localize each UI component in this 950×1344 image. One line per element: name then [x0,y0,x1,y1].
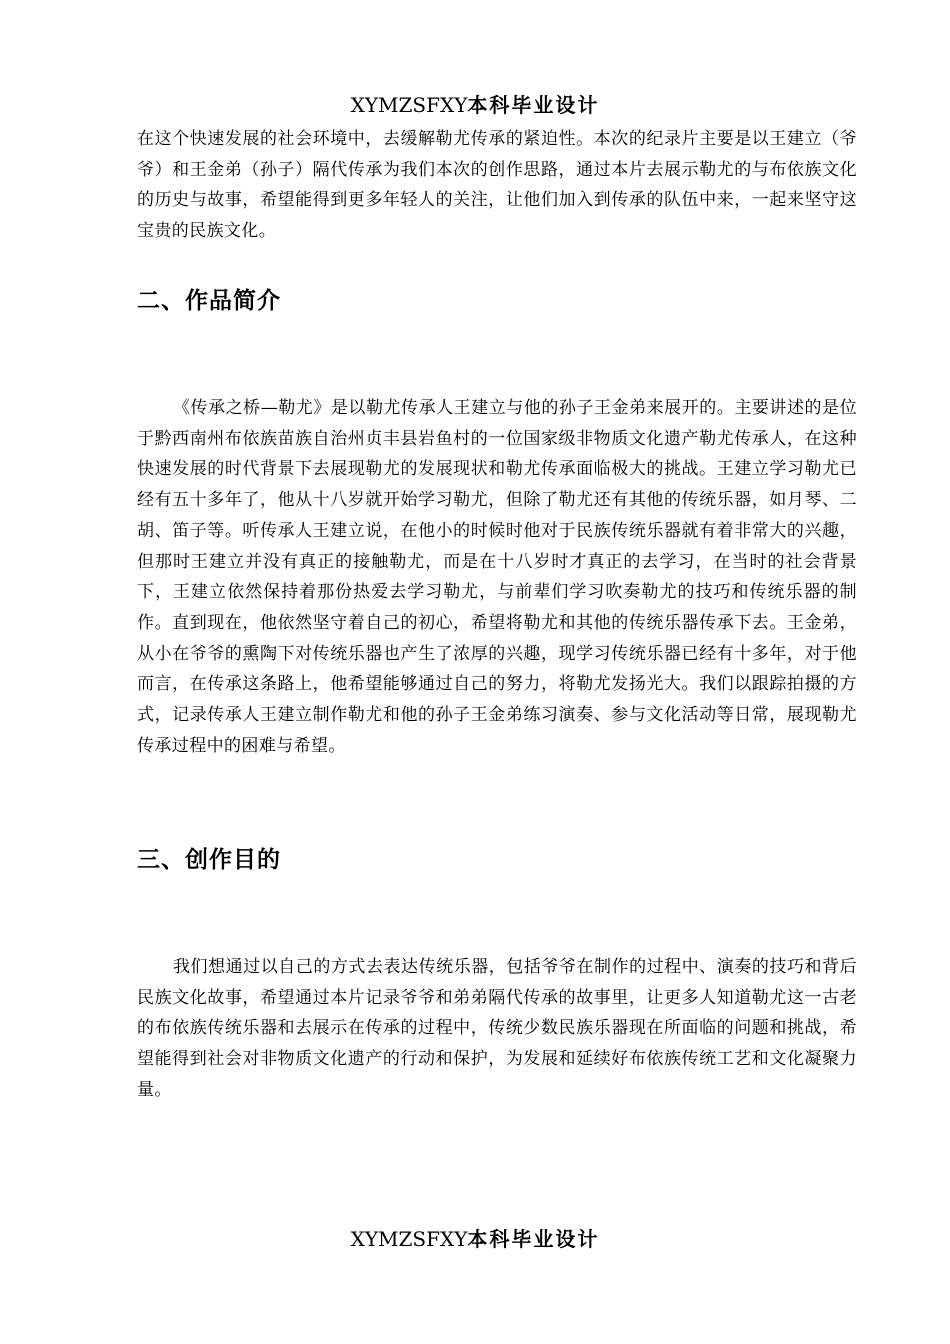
page-header [0,92,950,118]
header-school-code: XYMZSFXY [350,93,468,117]
paragraph-intro-continued: 在这个快速发展的社会环境中，去缓解勒尤传承的紧迫性。本次的纪录片主要是以王建立（爷爷）和王金弟（孙子）隔代传承为我们本次的创作思路，通过本片去展示勒尤的与布依族文化的历史与故事，希望能得到更多年轻人的关注，让他们加入到传承的队伍中来，一起来坚守这宝贵的民族文化。 [137,129,857,242]
section-body-purpose: 我们想通过以自己的方式去表达传统乐器，包括爷爷在制作的过程中、演奏的技巧和背后民族文化故事，希望通过本片记录爷爷和弟弟隔代传承的故事里，让更多人知道勒尤这一古老的布依族传统乐器和去展示在传承的过程中，传统少数民族乐器现在所面临的问题和挑战，希望能得到社会对非物质文化遗产的行动和保护，为发展和延续好布依族传统工艺和文化凝聚力量。 [137,957,857,1100]
footer-school-code: XYMZSFXY [350,1227,468,1251]
section-body-works-intro: 《传承之桥—勒尤》是以勒尤传承人王建立与他的孙子王金弟来展开的。主要讲述的是位于黔西南州布依族苗族自治州贞丰县岩鱼村的一位国家级非物质文化遗产勒尤传承人，在这种快速发展的时代背景下去展现勒尤的发展现状和勒尤传承面临极大的挑战。王建立学习勒尤已经有五十多年了，他从十八岁就开始学习勒尤，但除了勒尤还有其他的传统乐器，如月琴、二胡、笛子等。听传承人王建立说，在他小的时候时他对于民族传统乐器就有着非常大的兴趣，但那时王建立并没有真正的接触勒尤，而是在十八岁时才真正的去学习，在当时的社会背景下，王建立依然保持着那份热爱去学习勒尤，与前辈们学习吹奏勒尤的技巧和传统乐器的制作。直到现在，他依然坚守着自己的初心，希望将勒尤和其他的传统乐器传承下去。王金弟，从小在爷爷的熏陶下对传统乐器也产生了浓厚的兴趣，现学习传统乐器已经有十多年，对于他而言，在传承这条路上，他希望能够通过自己的努力，将勒尤发扬光大。我们以跟踪拍摄的方式，记录传承人王建立制作勒尤和他的孙子王金弟练习演奏、参与文化活动等日常，展现勒尤传承过程中的困难与希望。 [137,398,857,756]
header-title: 本科毕业设计 [467,93,600,117]
page-footer [0,1226,950,1252]
footer-title: 本科毕业设计 [467,1227,600,1251]
section-heading-purpose: 三、创作目的 [137,847,281,873]
section-heading-works-intro: 二、作品简介 [137,288,281,314]
